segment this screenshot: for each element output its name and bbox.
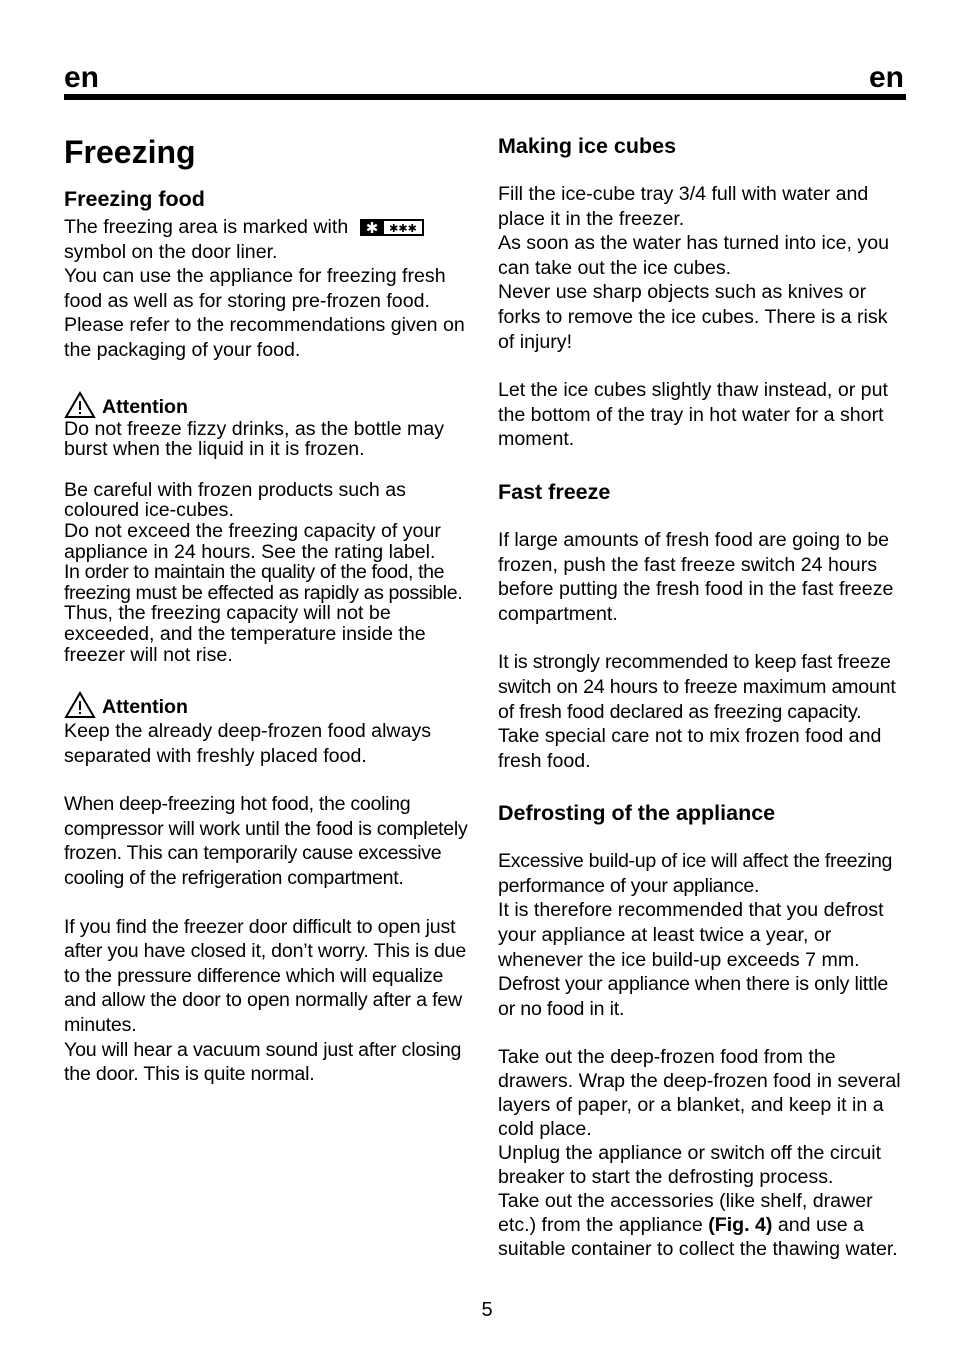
svg-text:✱: ✱	[365, 219, 378, 236]
right-column	[498, 132, 908, 1261]
freezing-area-paragraph	[64, 215, 474, 264]
figure-reference: (Fig. 4)	[708, 1214, 773, 1237]
freezing-area-text: The freezing area is marked with	[64, 216, 349, 238]
attention-label-2: Attention	[102, 696, 188, 719]
thus-paragraph: Thus, the freezing capacity will not be exceeded, and the temperature inside the freezer will not rise.	[64, 602, 426, 666]
fast-paragraph-3: Take special care not to mix frozen food and fresh food.	[498, 725, 882, 772]
warning-triangle-icon	[64, 391, 96, 419]
ice-paragraph-3: Never use sharp objects such as knives or forks to remove the ice cubes. There is a risk of injury!	[498, 281, 888, 353]
warning-triangle-icon	[64, 691, 96, 719]
attention-heading-1	[64, 391, 474, 419]
ice-paragraph-2: As soon as the water has turned into ice, you can take out the ice cubes.	[498, 232, 890, 279]
defrost-text-after-fig: and use a suitable container to collect the thawing water.	[498, 1214, 898, 1261]
page-number: 5	[481, 1299, 493, 1321]
section-heading-freezing-food: Freezing food	[64, 187, 205, 211]
vacuum-paragraph: You will hear a vacuum sound just after closing the door. This is quite normal.	[64, 1038, 462, 1086]
language-tag-left: en	[64, 61, 100, 94]
defrost-text-before-fig: Take out the accessories (like shelf, drawer etc.) from the appliance	[498, 1190, 873, 1237]
defrost-paragraph-6	[498, 1189, 908, 1261]
section-heading-defrosting: Defrosting of the appliance	[498, 801, 776, 826]
header-rule	[64, 94, 906, 100]
door-paragraph: If you find the freezer door difficult to open just after you have closed it, don’t worry. This is due to the pressure difference which will equalize and allow the door to open normally after a few minutes.	[64, 915, 467, 1037]
ice-paragraph-1: Fill the ice-cube tray 3/4 full with water and place it in the freezer.	[498, 183, 869, 230]
page-title: Freezing	[64, 134, 196, 170]
svg-text:✱✱✱: ✱✱✱	[388, 222, 417, 235]
fast-paragraph-1: If large amounts of fresh food are going to be frozen, push the fast freeze switch 24 hours before putting the fresh food in the fast freeze compartment.	[498, 528, 894, 625]
four-star-freezer-icon	[360, 219, 424, 236]
attention-heading-2	[64, 691, 474, 719]
attention-text-2: Keep the already deep-frozen food always separated with freshly placed food.	[64, 720, 432, 767]
defrost-paragraph-5: Unplug the appliance or switch off the circuit breaker to start the defrosting process.	[498, 1142, 882, 1189]
ice-paragraph-4: Let the ice cubes slightly thaw instead, or put the bottom of the tray in hot water for a short moment.	[498, 379, 888, 451]
fast-paragraph-2: It is strongly recommended to keep fast freeze switch on 24 hours to freeze maximum amount of fresh food declared as freezing capacity.	[498, 651, 896, 723]
section-heading-fast-freeze: Fast freeze	[498, 479, 611, 504]
capacity-paragraph: Do not exceed the freezing capacity of your appliance in 24 hours. See the rating label.	[64, 519, 441, 563]
freezing-use-paragraph: You can use the appliance for freezing fresh food as well as for storing pre-frozen food. Please refer to the recommendations given on the packaging of your food.	[64, 265, 465, 361]
quality-paragraph: In order to maintain the quality of the food, the freezing must be effected as rapidly as possible.	[64, 561, 463, 604]
attention-label-1: Attention	[102, 395, 188, 418]
defrost-paragraph-1: Excessive build-up of ice will affect the freezing performance of your appliance.	[498, 850, 893, 897]
careful-paragraph: Be careful with frozen products such as coloured ice-cubes.	[64, 478, 406, 522]
attention-text-1: Do not freeze fizzy drinks, as the bottle may burst when the liquid in it is frozen.	[64, 417, 445, 461]
section-heading-ice-cubes: Making ice cubes	[498, 134, 677, 158]
defrost-paragraph-4: Take out the deep-frozen food from the drawers. Wrap the deep-frozen food in several layers of paper, or a blanket, and keep it in a cold place.	[498, 1046, 901, 1141]
left-column	[64, 132, 474, 1087]
language-tag-right: en	[868, 61, 904, 94]
defrost-paragraph-2: It is therefore recommended that you defrost your appliance at least twice a year, or whenever the ice build-up exceeds 7 mm.	[498, 899, 884, 971]
defrost-paragraph-3: Defrost your appliance when there is only little or no food in it.	[498, 973, 889, 1020]
hot-food-paragraph: When deep-freezing hot food, the cooling compressor will work until the food is completely frozen. This can temporarily cause excessive cooling of the refrigeration compartment.	[64, 793, 468, 890]
freezing-area-text-cont: symbol on the door liner.	[64, 240, 278, 263]
